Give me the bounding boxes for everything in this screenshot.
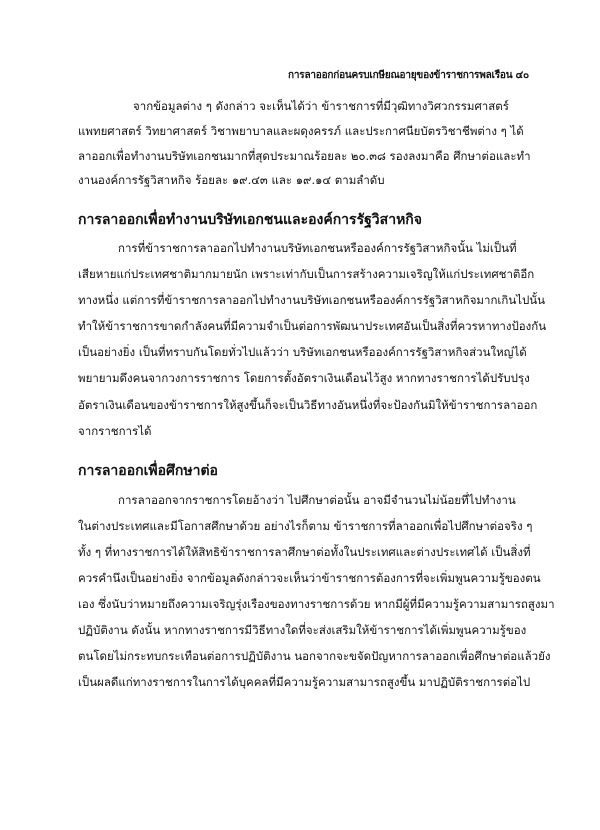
paragraph-1-line-1: จากข้อมูลต่าง ๆ ดังกล่าว จะเห็นได้ว่า ข้าราชการที่มีวุฒิทางวิศวกรรมศาสตร์ — [133, 99, 509, 113]
section-heading-2: การลาออกเพื่อศึกษาต่อ — [78, 463, 218, 479]
paragraph-3-line-1: การลาออกจากราชการโดยอ้างว่า ไปศึกษาต่อนั้น อาจมีจำนวนไม่น้อยที่ไปทำงาน — [118, 493, 516, 507]
paragraph-2-line-4: ทำให้ข้าราชการขาดกำลังคนที่มีความจำเป็นต่อการพัฒนาประเทศอันเป็นสิ่งที่ควรหาทางป้องกัน — [78, 319, 547, 333]
paragraph-3-line-3: ทั้ง ๆ ที่ทางราชการได้ให้สิทธิข้าราชการลาศึกษาต่อทั้งในประเทศและต่างประเทศได้ เป็นสิ่งที่ — [78, 545, 531, 559]
paragraph-2-line-8: จากราชการได้ — [78, 424, 152, 438]
paragraph-3-line-6: ปฏิบัติงาน ดังนั้น หากทางราชการมีวิธีทางใดที่จะส่งเสริมให้ข้าราชการได้เพิ่มพูนความรู้ของ — [78, 623, 527, 637]
paragraph-3-line-7: ตนโดยไม่กระทบกระเทือนต่อการปฏิบัติงาน นอกจากจะขจัดปัญหาการลาออกเพื่อศึกษาต่อแล้วยัง — [78, 649, 551, 663]
paragraph-2-line-7: อัตราเงินเดือนของข้าราชการให้สูงขึ้นก็จะเป็นวิธีทางอันหนึ่งที่จะป้องกันมิให้ข้าราชการลาออก — [78, 398, 538, 412]
running-header: การลาออกก่อนครบเกษียณอายุของข้าราชการพลเรือน ๔๐ — [288, 70, 529, 81]
paragraph-2-line-5: เป็นอย่างยิ่ง เป็นที่ทราบกันโดยทั่วไปแล้วว่า บริษัทเอกชนหรือองค์การรัฐวิสาหกิจส่วนใหญ่ได้ — [78, 345, 527, 359]
paragraph-3-line-5: เอง ซึ่งนับว่าหมายถึงความเจริญรุ่งเรืองของทางราชการด้วย หากมีผู้ที่มีความรู้ความสามารถสูงมา — [78, 597, 555, 611]
paragraph-3-line-2: ในต่างประเทศและมีโอกาสศึกษาด้วย อย่างไรก็ตาม ข้าราชการที่ลาออกเพื่อไปศึกษาต่อจริง ๆ — [78, 519, 533, 533]
paragraph-1-line-4: งานองค์การรัฐวิสาหกิจ ร้อยละ ๑๙.๔๓ และ ๑๙.๑๔ ตามลำดับ — [78, 173, 385, 187]
paragraph-1-line-3: ลาออกเพื่อทำงานบริษัทเอกชนมากที่สุดประมาณร้อยละ ๒๐.๓๘ รองลงมาคือ ศึกษาต่อและทำ — [78, 149, 531, 163]
paragraph-2-line-3: ทางหนึ่ง แต่การที่ข้าราชการลาออกไปทำงานบริษัทเอกชนหรือองค์การรัฐวิสาหกิจมากเกินไปนั้น — [78, 293, 545, 307]
paragraph-2-line-2: เสียหายแก่ประเทศชาติมากมายนัก เพราะเท่ากับเป็นการสร้างความเจริญให้แก่ประเทศชาติอีก — [78, 267, 535, 281]
paragraph-3-line-8: เป็นผลดีแก่ทางราชการในการได้บุคคลที่มีความรู้ความสามารถสูงขึ้น มาปฏิบัติราชการต่อไป — [78, 675, 531, 689]
paragraph-2-line-6: พยายามดึงคนจากวงการราชการ โดยการตั้งอัตราเงินเดือนไว้สูง หากทางราชการได้ปรับปรุง — [78, 371, 530, 385]
paragraph-1-line-2: แพทยศาสตร์ วิทยาศาสตร์ วิชาพยาบาลและผดุงครรภ์ และประกาศนียบัตรวิชาชีพต่าง ๆ ได้ — [78, 124, 524, 138]
paragraph-3-line-4: ควรคำนึงเป็นอย่างยิ่ง จากข้อมูลดังกล่าวจะเห็นว่าข้าราชการต้องการที่จะเพิ่มพูนความรู้ของตน — [78, 571, 541, 585]
section-heading-1: การลาออกเพื่อทำงานบริษัทเอกชนและองค์การรัฐวิสาหกิจ — [78, 212, 422, 228]
paragraph-2-line-1: การที่ข้าราชการลาออกไปทำงานบริษัทเอกชนหรือองค์การรัฐวิสาหกิจนั้น ไม่เป็นที่ — [118, 241, 517, 255]
